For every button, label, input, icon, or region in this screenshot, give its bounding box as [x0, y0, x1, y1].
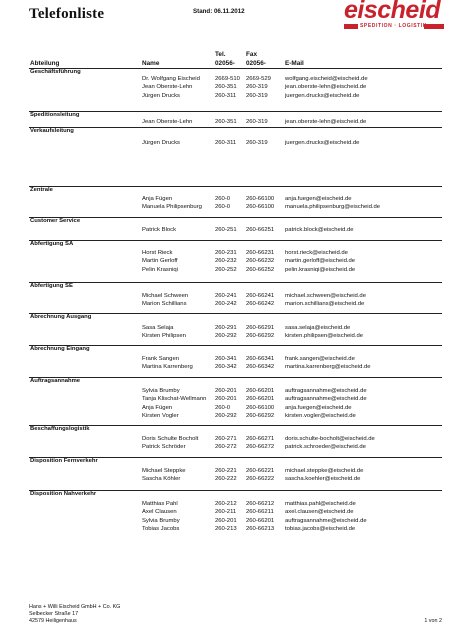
footer-city: 42579 Heiligenhaus: [29, 618, 77, 624]
table-row: [0, 204, 452, 212]
department-label: Geschäftsführung: [30, 69, 81, 75]
table-row: [0, 501, 452, 509]
fax-number: 260-66100: [246, 196, 275, 202]
fax-number: 260-66100: [246, 204, 275, 211]
tel-number: 260-292: [215, 412, 237, 419]
contact-name: Matthias Pahl: [142, 501, 178, 507]
fax-number: 260-66291: [246, 325, 275, 331]
table-row: [0, 468, 452, 476]
table-row: [0, 301, 452, 309]
table-row: [0, 518, 452, 526]
fax-number: 260-66272: [246, 444, 275, 451]
tel-number: 260-311: [215, 92, 237, 99]
table-row: [0, 388, 452, 396]
email-address[interactable]: martina.karrenberg@eischeid.de: [285, 364, 371, 371]
tel-number: 260-232: [215, 258, 237, 265]
header-tel-bottom: 02056-: [215, 60, 235, 67]
email-address[interactable]: patrick.schroeder@eischeid.de: [285, 444, 366, 451]
email-address[interactable]: kirsten.vogler@eischeid.de: [285, 412, 356, 419]
table-row: [0, 526, 452, 534]
contact-name: Jürgen Drucks: [142, 92, 180, 99]
email-address[interactable]: martin.gerloff@eischeid.de: [285, 258, 356, 265]
document-title: Telefonliste: [29, 6, 105, 22]
section-divider: [29, 377, 442, 378]
email-address[interactable]: patrick.block@eischeid.de: [285, 227, 354, 233]
department-label: Zentrale: [30, 187, 53, 193]
contact-name: Pelin Krasniqi: [142, 266, 179, 273]
logo-wordmark: eischeid: [344, 0, 441, 24]
email-address[interactable]: juergen.drucks@eischeid.de: [285, 140, 360, 146]
fax-number: 260-66241: [246, 293, 275, 299]
contact-name: Jean Oberste-Lehn: [142, 84, 193, 91]
fax-number: 260-66341: [246, 356, 275, 362]
header-fax-bottom: 02056-: [246, 60, 266, 67]
department-label: Auftragsannahme: [30, 378, 81, 384]
contact-name: Martin Gerloff: [142, 258, 178, 265]
fax-number: 260-66232: [246, 258, 275, 265]
tel-number: 260-201: [215, 388, 237, 394]
department-label: Disposition Fernverkehr: [30, 458, 98, 464]
department-label: Disposition Nahverkehr: [30, 491, 97, 497]
fax-number: 260-66231: [246, 250, 275, 256]
footer-street: Selbecker Straße 17: [29, 611, 79, 617]
email-address[interactable]: wolfgang.eischeid@eischeid.de: [285, 76, 368, 82]
table-row: [0, 76, 452, 84]
contact-name: Michael Schween: [142, 293, 189, 299]
email-address[interactable]: michael.schween@eischeid.de: [285, 293, 366, 299]
tel-number: 260-201: [215, 517, 237, 524]
fax-number: 260-66212: [246, 501, 275, 507]
contact-name: Sylvia Brumby: [142, 388, 180, 394]
contact-name: Horst Rieck: [142, 250, 173, 256]
department-label: Abfertigung SE: [30, 283, 73, 289]
tel-number: 260-201: [215, 396, 237, 403]
table-row: [0, 140, 452, 148]
contact-name: Sylvia Brumby: [142, 517, 180, 524]
section-divider: [29, 240, 442, 241]
table-row: [0, 196, 452, 204]
tel-number: 260-231: [215, 250, 237, 256]
header-name: Name: [142, 60, 160, 67]
fax-number: 260-66342: [246, 364, 275, 371]
tel-number: 260-292: [215, 333, 237, 340]
department-label: Speditionsleitung: [30, 112, 80, 118]
contact-name: Jürgen Drucks: [142, 140, 180, 146]
email-address[interactable]: doris.schulte-bocholt@eischeid.de: [285, 436, 375, 442]
logo-tagline: SPEDITION · LOGISTIK: [360, 23, 428, 29]
email-address[interactable]: tobias.jacobs@eischeid.de: [285, 525, 356, 532]
table-row: [0, 293, 452, 301]
header-abteilung: Abteilung: [30, 60, 60, 67]
tel-number: 260-342: [215, 364, 237, 371]
tel-number: 260-222: [215, 476, 237, 483]
contact-name: Martina Karrenberg: [142, 364, 193, 371]
tel-number: 260-0: [215, 204, 231, 211]
table-row: [0, 364, 452, 372]
page-number: 1 von 2: [424, 618, 442, 624]
department-label: Abfertigung SA: [30, 241, 74, 247]
fax-number: 260-66211: [246, 509, 274, 516]
stand-date: Stand: 06.11.2012: [193, 8, 245, 15]
footer-address: [29, 604, 120, 625]
fax-number: 260-66213: [246, 525, 275, 532]
table-row: [0, 396, 452, 404]
table-row: [0, 227, 452, 235]
contact-name: Sascha Köhler: [142, 476, 181, 483]
contact-name: Kirsten Philipsen: [142, 333, 186, 340]
email-address[interactable]: jean.oberste-lehn@eischeid.de: [285, 84, 367, 91]
table-row: [0, 356, 452, 364]
fax-number: 260-66251: [246, 227, 275, 233]
contact-name: Patrick Schröder: [142, 444, 186, 451]
email-address[interactable]: auftragsannahme@eischeid.de: [285, 396, 367, 403]
header-tel-top: Tel.: [215, 51, 226, 58]
section-divider: [29, 111, 442, 112]
tel-number: 260-351: [215, 119, 237, 125]
tel-number: 260-211: [215, 509, 237, 516]
tel-number: 260-221: [215, 468, 237, 474]
contact-name: Anja Fügen: [142, 404, 173, 411]
email-address[interactable]: anja.fuegen@eischeid.de: [285, 404, 352, 411]
department-label: Verkaufsleitung: [30, 128, 74, 134]
email-address[interactable]: michael.steppke@eischeid.de: [285, 468, 364, 474]
contact-name: Jean Oberste-Lehn: [142, 119, 193, 125]
fax-number: 260-66201: [246, 517, 275, 524]
table-row: [0, 93, 452, 101]
contact-name: Kirsten Vogler: [142, 412, 179, 419]
fax-number: 260-319: [246, 140, 268, 146]
department-label: Abrechnung Ausgang: [30, 314, 92, 320]
table-row: [0, 325, 452, 333]
department-label: Customer Service: [30, 218, 81, 224]
email-address[interactable]: frank.sangen@eischeid.de: [285, 356, 355, 362]
tel-number: 260-241: [215, 293, 237, 299]
table-row: [0, 413, 452, 421]
footer-company: Hans + Willi Eischeid GmbH + Co. KG: [29, 604, 121, 610]
contact-name: Sasa Selaja: [142, 325, 174, 331]
email-address[interactable]: jean.oberste-lehn@eischeid.de: [285, 119, 367, 125]
tel-number: 260-271: [215, 436, 237, 442]
table-row: [0, 509, 452, 517]
section-divider: [29, 127, 442, 128]
tel-number: 260-212: [215, 501, 237, 507]
table-row: [0, 119, 452, 127]
tel-number: 260-213: [215, 525, 237, 532]
table-row: [0, 476, 452, 484]
contact-name: Anja Fügen: [142, 196, 173, 202]
fax-number: 260-66222: [246, 476, 275, 483]
table-row: [0, 444, 452, 452]
contact-name: Marion Schillians: [142, 301, 187, 308]
fax-number: 260-319: [246, 84, 268, 91]
table-row: [0, 436, 452, 444]
email-address[interactable]: pelin.krasniqi@eischeid.de: [285, 266, 356, 273]
fax-number: 260-66201: [246, 388, 275, 394]
contact-name: Doris Schulte Bocholt: [142, 436, 199, 442]
tel-number: 260-0: [215, 196, 231, 202]
tel-number: 2669-510: [215, 76, 240, 82]
contact-name: Frank Sangen: [142, 356, 180, 362]
header-fax-top: Fax: [246, 51, 258, 58]
email-address[interactable]: axel.clausen@eischeid.de: [285, 509, 354, 516]
email-address[interactable]: horst.rieck@eischeid.de: [285, 250, 348, 256]
table-row: [0, 405, 452, 413]
email-address[interactable]: juergen.drucks@eischeid.de: [285, 92, 360, 99]
section-divider: [29, 186, 442, 187]
fax-number: 260-66252: [246, 266, 275, 273]
fax-number: 260-66100: [246, 404, 275, 411]
contact-name: Dr. Wolfgang Eischeid: [142, 76, 200, 82]
tel-number: 260-341: [215, 356, 237, 362]
tel-number: 260-242: [215, 301, 237, 308]
email-address[interactable]: sascha.koehler@eischeid.de: [285, 476, 361, 483]
section-divider: [29, 425, 442, 426]
tel-number: 260-351: [215, 84, 237, 91]
section-divider: [29, 217, 442, 218]
tel-number: 260-0: [215, 404, 231, 411]
department-label: Beschaffungslogistik: [30, 426, 90, 432]
email-address[interactable]: sasa.selaja@eischeid.de: [285, 325, 351, 331]
contact-name: Patrick Block: [142, 227, 177, 233]
section-divider: [29, 345, 442, 346]
contact-name: Tanja Klischat-Wellmann: [142, 396, 207, 403]
email-address[interactable]: anja.fuegen@eischeid.de: [285, 196, 352, 202]
contact-name: Manuela Philipsenburg: [142, 204, 202, 211]
fax-number: 2669-529: [246, 76, 271, 82]
section-divider: [29, 282, 442, 283]
email-address[interactable]: marion.schillians@eischeid.de: [285, 301, 365, 308]
tel-number: 260-311: [215, 140, 237, 146]
email-address[interactable]: auftragsannahme@eischeid.de: [285, 517, 367, 524]
contact-name: Michael Steppke: [142, 468, 186, 474]
table-row: [0, 333, 452, 341]
email-address[interactable]: manuela.philipsenburg@eischeid.de: [285, 204, 381, 211]
fax-number: 260-66292: [246, 333, 275, 340]
fax-number: 260-66292: [246, 412, 275, 419]
tel-number: 260-252: [215, 266, 237, 273]
section-divider: [29, 68, 442, 69]
tel-number: 260-291: [215, 325, 237, 331]
table-row: [0, 250, 452, 258]
fax-number: 260-319: [246, 119, 268, 125]
tel-number: 260-272: [215, 444, 237, 451]
fax-number: 260-319: [246, 92, 268, 99]
fax-number: 260-66271: [246, 436, 275, 442]
tel-number: 260-251: [215, 227, 237, 233]
fax-number: 260-66201: [246, 396, 275, 403]
table-row: [0, 258, 452, 266]
email-address[interactable]: kirsten.philipsen@eischeid.de: [285, 333, 364, 340]
table-row: [0, 84, 452, 92]
header-email: E-Mail: [285, 60, 304, 67]
contact-name: Axel Clausen: [142, 509, 177, 516]
department-label: Abrechnung Eingang: [30, 346, 90, 352]
company-logo: [336, 1, 446, 31]
fax-number: 260-66242: [246, 301, 275, 308]
contact-name: Tobias Jacobs: [142, 525, 180, 532]
table-row: [0, 267, 452, 275]
email-address[interactable]: matthias.pahl@eischeid.de: [285, 501, 356, 507]
fax-number: 260-66221: [246, 468, 275, 474]
email-address[interactable]: auftragsannahme@eischeid.de: [285, 388, 367, 394]
